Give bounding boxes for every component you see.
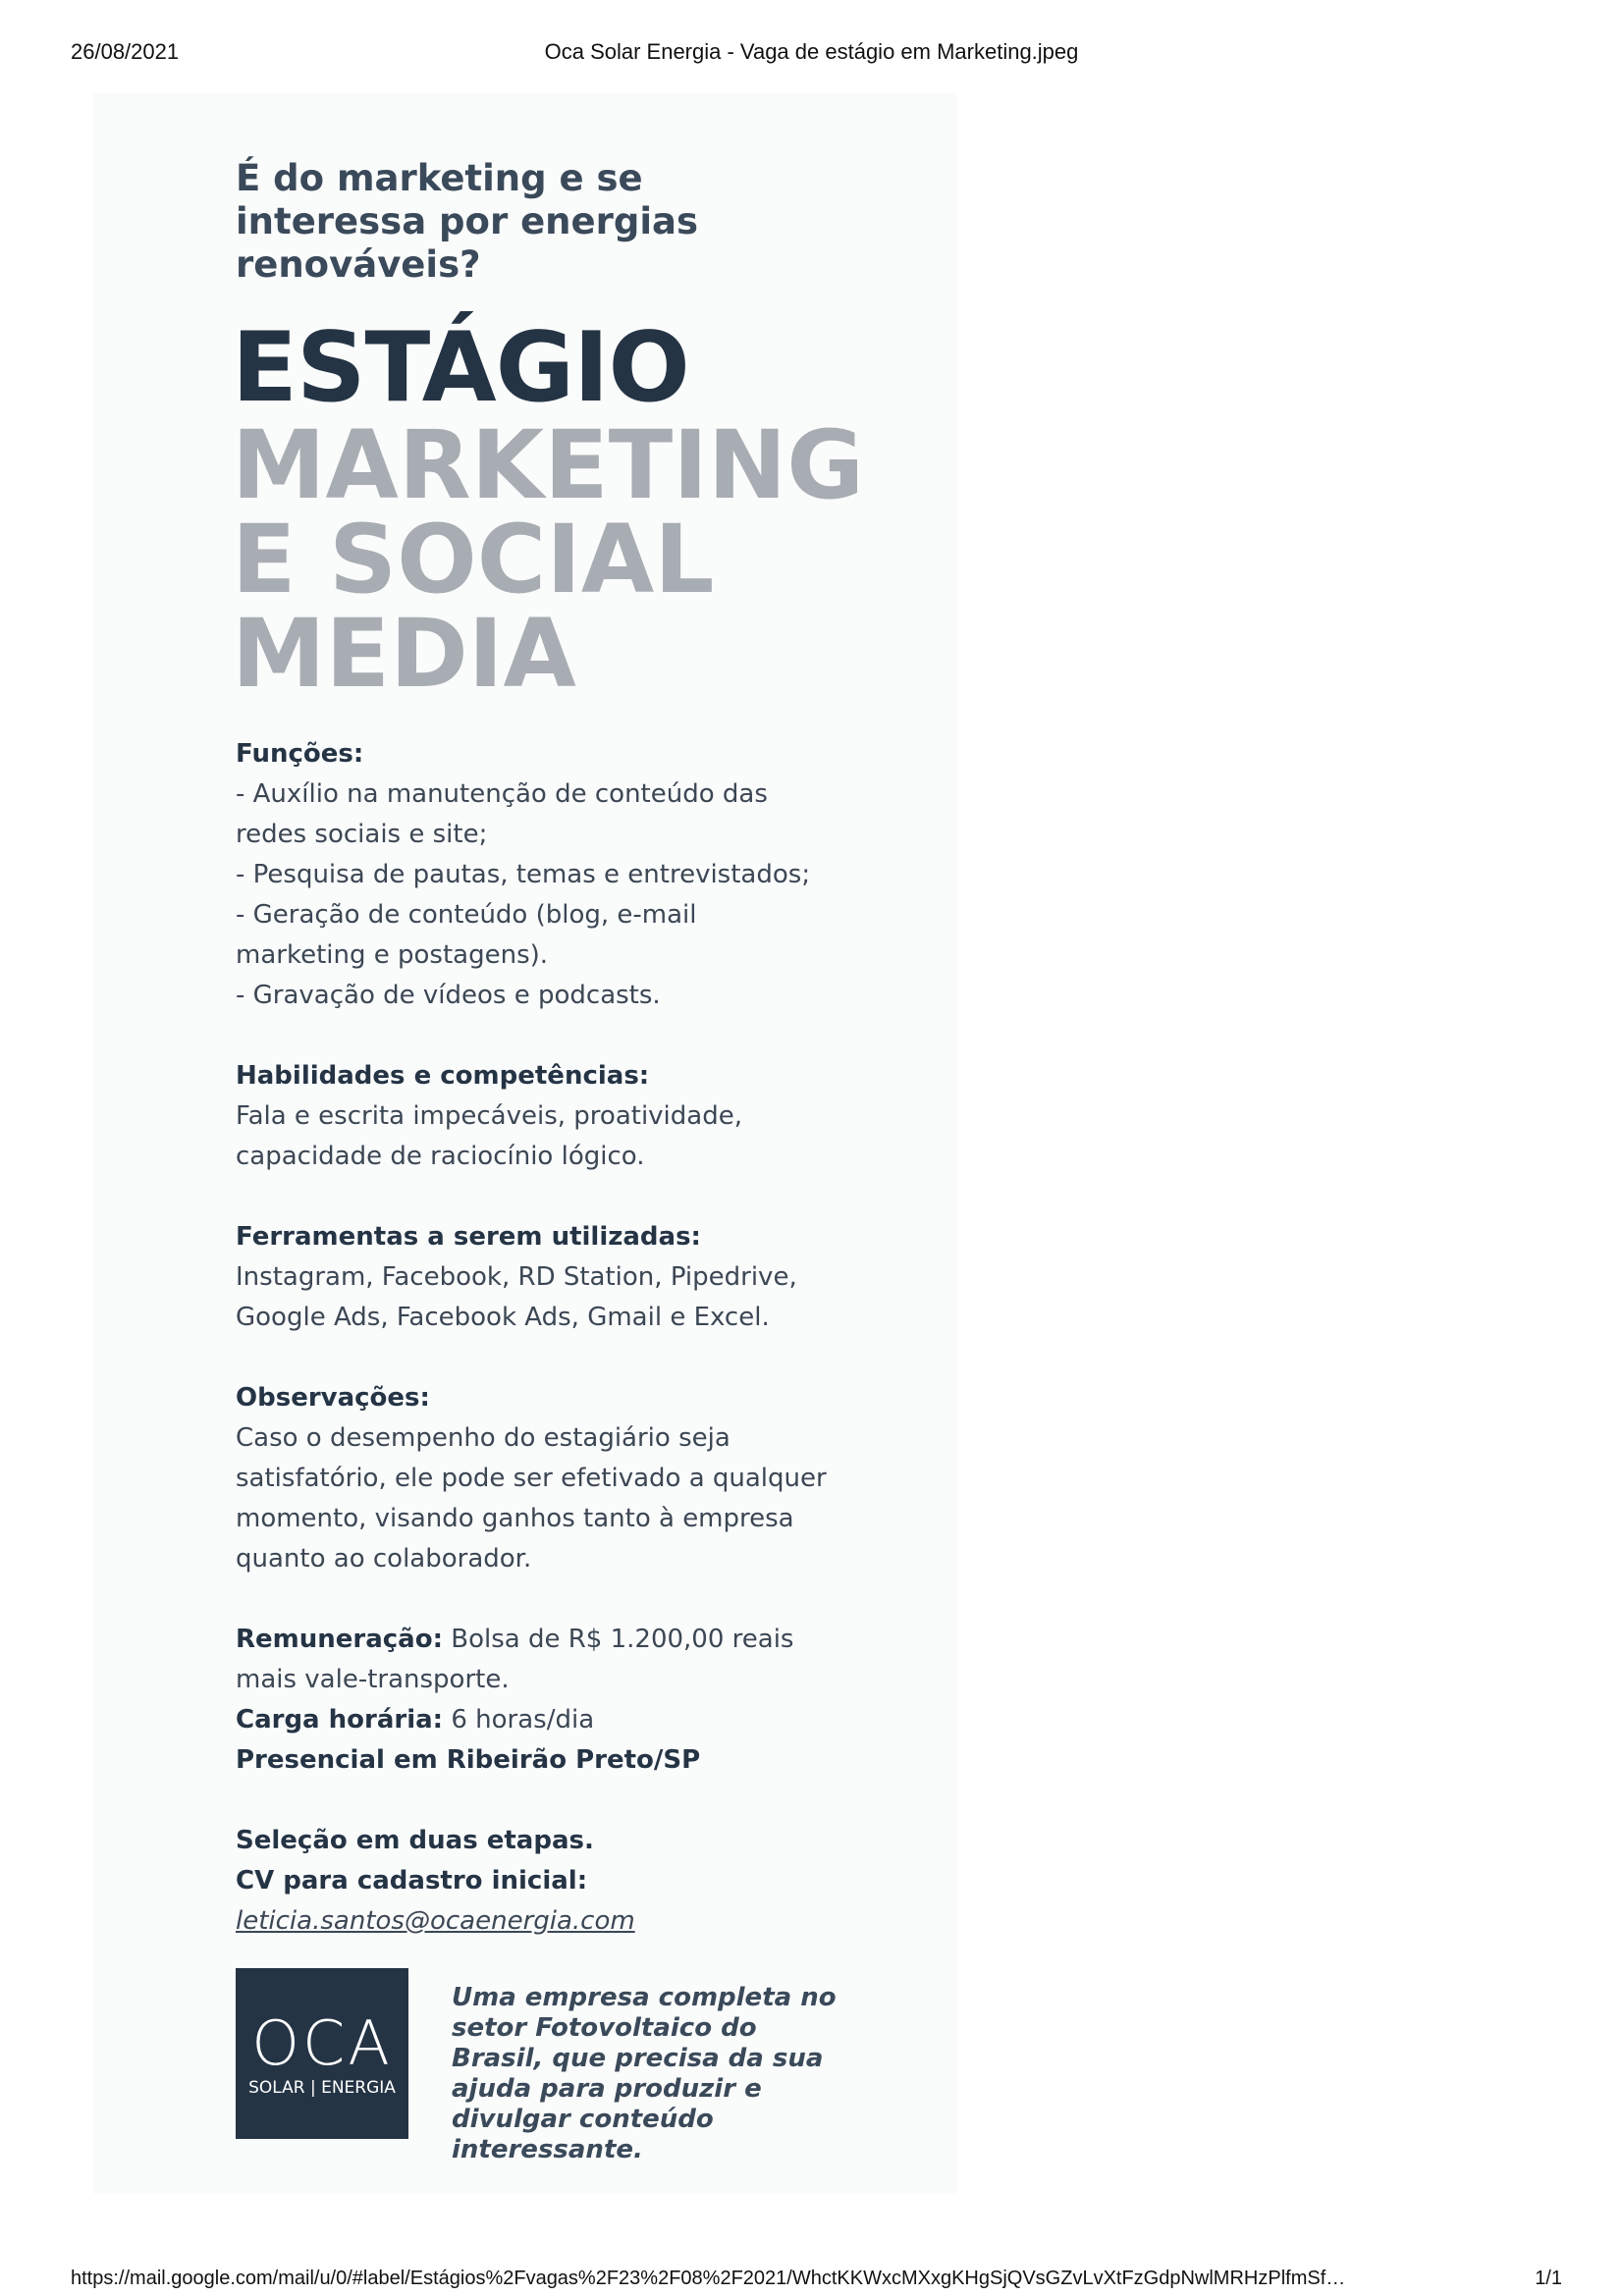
print-url: https://mail.google.com/mail/u/0/#label/Estágios%2Fvagas%2F23%2F08%2F2021/WhctKKWxcMXxgKHgSjQVsGZvLvXtFzGdpNwlMRHzPlfmSf…: [71, 2268, 1346, 2289]
remuneracao-text: Bolsa de R$ 1.200,00 reais mais vale-transporte.: [236, 1625, 794, 1694]
habilidades-title: Habilidades e competências:: [236, 1061, 650, 1091]
poster-content: [232, 157, 865, 1982]
section-habilidades: [236, 1056, 835, 1177]
section-funcoes: [236, 734, 835, 1016]
habilidades-text: Fala e escrita impecáveis, proatividade, capacidade de raciocínio lógico.: [236, 1101, 742, 1171]
observacoes-title: Observações:: [236, 1383, 430, 1413]
logo-name: OCA: [251, 2007, 393, 2079]
logo-subtitle: SOLAR | ENERGIA: [248, 2078, 396, 2098]
carga-text: 6 horas/dia: [443, 1705, 595, 1735]
section-selecao: [236, 1821, 835, 1942]
remuneracao-label: Remuneração:: [236, 1625, 443, 1654]
intro-question: É do marketing e se interessa por energias renováveis?: [236, 157, 699, 286]
selecao: Seleção em duas etapas.: [236, 1826, 594, 1855]
subheadline-line-3: MEDIA: [232, 599, 576, 709]
ferramentas-title: Ferramentas a serem utilizadas:: [236, 1222, 701, 1252]
section-remuneracao: [236, 1620, 835, 1781]
section-observacoes: [236, 1378, 835, 1579]
company-tagline: Uma empresa completa no setor Fotovoltaico do Brasil, que precisa da sua ajuda para produzir e divulgar conteúdo interessante.: [452, 1983, 837, 2164]
funcoes-item: - Pesquisa de pautas, temas e entrevistados;: [236, 860, 811, 889]
remuneracao: [236, 1620, 835, 1700]
funcoes-item: - Auxílio na manutenção de conteúdo das redes sociais e site;: [236, 779, 768, 849]
funcoes-title: Funções:: [236, 739, 364, 769]
carga-horaria: [236, 1700, 835, 1740]
print-date: 26/08/2021: [71, 39, 180, 64]
section-ferramentas: [236, 1217, 835, 1338]
observacoes-text: Caso o desempenho do estagiário seja satisfatório, ele pode ser efetivado a qualquer momento, visando ganhos tanto à empresa quanto ao colaborador.: [236, 1423, 827, 1574]
funcoes-item: - Geração de conteúdo (blog, e-mail marketing e postagens).: [236, 900, 697, 970]
oca-logo: [236, 1968, 408, 2139]
subheadline-line-2: E SOCIAL: [232, 505, 715, 614]
job-details: [236, 734, 835, 1942]
ferramentas-text: Instagram, Facebook, RD Station, Pipedrive, Google Ads, Facebook Ads, Gmail e Excel.: [236, 1262, 797, 1332]
funcoes-item: - Gravação de vídeos e podcasts.: [236, 981, 661, 1010]
email-link[interactable]: leticia.santos@ocaenergia.com: [236, 1906, 635, 1936]
headline: ESTÁGIO: [232, 312, 689, 424]
carga-label: Carga horária:: [236, 1705, 444, 1735]
subheadline-line-1: MARKETING: [232, 410, 865, 520]
page-number: 1/1: [1535, 2268, 1562, 2289]
cv-label: CV para cadastro inicial:: [236, 1866, 588, 1896]
local: Presencial em Ribeirão Preto/SP: [236, 1745, 701, 1775]
print-title: Oca Solar Energia - Vaga de estágio em Marketing.jpeg: [544, 39, 1079, 64]
